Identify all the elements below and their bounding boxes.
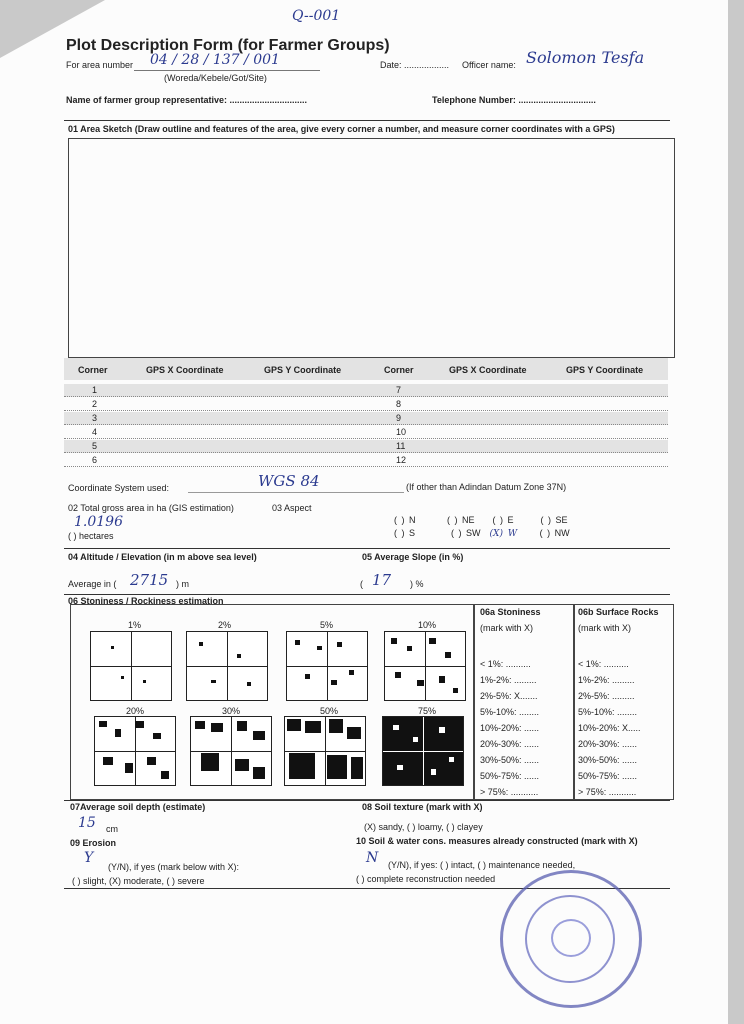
table-row: 2 8 xyxy=(64,398,668,411)
stone-sample-2pct xyxy=(186,631,268,701)
texture-value: (X) sandy, ( ) loamy, ( ) clayey xyxy=(364,822,483,832)
col-b-title: 06b Surface Rocks xyxy=(578,607,659,617)
list-item: 1%-2%: ......... xyxy=(578,675,635,685)
document-id: Q--001 xyxy=(292,8,341,24)
swc-line-2: ( ) complete reconstruction needed xyxy=(356,874,496,884)
stone-sample-75pct xyxy=(382,716,464,786)
phone-label: Telephone Number: ............................... xyxy=(432,95,596,105)
list-item: > 75%: ........... xyxy=(578,787,637,797)
soil-depth-label: 07Average soil depth (estimate) xyxy=(70,802,206,812)
list-item: 2%-5%: X....... xyxy=(480,691,538,701)
pct-2: 2% xyxy=(218,620,232,630)
officer-signature: Solomon Tesfa xyxy=(526,48,645,67)
aspect-row-2: ( ) S ( ) SW (X) W ( ) NW xyxy=(394,528,570,539)
pct-50: 50% xyxy=(320,706,339,716)
slope-label: 05 Average Slope (in %) xyxy=(362,552,464,562)
list-item: 5%-10%: ........ xyxy=(480,707,540,717)
header-gps-x-2: GPS X Coordinate xyxy=(449,365,527,375)
rep-label: Name of farmer group representative: ............................... xyxy=(66,95,308,105)
erosion-yn: Y xyxy=(84,850,94,866)
header-corner: Corner xyxy=(78,365,108,375)
swc-yn: N xyxy=(366,850,379,866)
table-row: 6 12 xyxy=(64,454,668,467)
col-a-list xyxy=(480,656,539,800)
table-row: 3 9 xyxy=(64,412,668,425)
list-item: > 75%: ........... xyxy=(480,787,539,797)
altitude-unit: ) m xyxy=(176,579,189,589)
list-item: 30%-50%: ...... xyxy=(578,755,638,765)
list-item: 30%-50%: ...... xyxy=(480,755,540,765)
area-label: 02 Total gross area in ha (GIS estimation) xyxy=(68,503,234,513)
pct-75: 75% xyxy=(418,706,437,716)
stoniness-label: 06 Stoniness / Rockiness estimation xyxy=(68,596,224,606)
altitude-value: 2715 xyxy=(130,571,169,589)
altitude-avg-label: Average in ( xyxy=(68,579,117,589)
area-value: 1.0196 xyxy=(74,514,123,530)
sketch-label: 01 Area Sketch (Draw outline and features of the area, give every corner a number, and measure corner coordinates with a GPS) xyxy=(68,124,615,134)
swc-line-1: (Y/N), if yes: ( ) intact, ( ) maintenance needed, xyxy=(388,860,576,870)
list-item: 50%-75%: ...... xyxy=(578,771,638,781)
col-a-title: 06a Stoniness xyxy=(480,607,541,617)
officer-label: Officer name: xyxy=(462,60,516,70)
altitude-label: 04 Altitude / Elevation (in m above sea level) xyxy=(68,552,257,562)
col-b-list xyxy=(578,656,641,800)
coords-value: WGS 84 xyxy=(258,472,320,490)
soil-depth-value: 15 xyxy=(78,815,96,831)
date-label: Date: .................. xyxy=(380,60,450,70)
header-gps-y: GPS Y Coordinate xyxy=(264,365,342,375)
erosion-label: 09 Erosion xyxy=(70,838,117,848)
stone-sample-30pct xyxy=(190,716,272,786)
list-item: 50%-75%: ...... xyxy=(480,771,540,781)
table-row: 5 11 xyxy=(64,440,668,453)
stone-sample-5pct xyxy=(286,631,368,701)
list-item: 20%-30%: ...... xyxy=(480,739,540,749)
official-stamp xyxy=(500,870,642,1008)
slope-open: ( xyxy=(360,579,363,589)
aspect-row-1: ( ) N ( ) NE ( ) E ( ) SE xyxy=(394,515,568,525)
list-item: < 1%: .......... xyxy=(480,659,531,669)
list-item: 10%-20%: ...... xyxy=(480,723,540,733)
table-row: 1 7 xyxy=(64,384,668,397)
table-row: 4 10 xyxy=(64,426,668,439)
pct-20: 20% xyxy=(126,706,145,716)
stone-sample-1pct xyxy=(90,631,172,701)
list-item: 20%-30%: ...... xyxy=(578,739,638,749)
header-gps-y-2: GPS Y Coordinate xyxy=(566,365,644,375)
col-a-sub: (mark with X) xyxy=(480,623,534,633)
erosion-line-2: ( ) slight, (X) moderate, ( ) severe xyxy=(72,876,205,886)
stone-sample-20pct xyxy=(94,716,176,786)
list-item: 2%-5%: ......... xyxy=(578,691,635,701)
area-number-value: 04 / 28 / 137 / 001 xyxy=(150,52,280,68)
slope-value: 17 xyxy=(372,571,392,589)
gps-table-header xyxy=(64,358,668,380)
pct-30: 30% xyxy=(222,706,241,716)
area-number-label: For area number xyxy=(66,60,134,70)
coords-label: Coordinate System used: xyxy=(68,483,170,493)
soil-depth-unit: cm xyxy=(106,824,118,834)
aspect-label: 03 Aspect xyxy=(272,503,312,513)
stone-sample-10pct xyxy=(384,631,466,701)
list-item: < 1%: .......... xyxy=(578,659,629,669)
slope-unit: ) % xyxy=(410,579,424,589)
list-item: 5%-10%: ........ xyxy=(578,707,638,717)
list-item: 1%-2%: ......... xyxy=(480,675,537,685)
erosion-line-1: (Y/N), if yes (mark below with X): xyxy=(108,862,240,872)
area-unit: ( ) hectares xyxy=(68,531,114,541)
pct-10: 10% xyxy=(418,620,437,630)
texture-label: 08 Soil texture (mark with X) xyxy=(362,802,483,812)
form-title: Plot Description Form (for Farmer Groups) xyxy=(66,37,390,54)
sketch-box xyxy=(68,138,675,358)
header-corner-2: Corner xyxy=(384,365,414,375)
swc-label: 10 Soil & water cons. measures already constructed (mark with X) xyxy=(356,836,638,846)
coords-note: (If other than Adindan Datum Zone 37N) xyxy=(406,482,567,492)
list-item: 10%-20%: X..... xyxy=(578,723,641,733)
pct-1: 1% xyxy=(128,620,142,630)
area-sublabel: (Woreda/Kebele/Got/Site) xyxy=(164,73,267,83)
header-gps-x: GPS X Coordinate xyxy=(146,365,224,375)
pct-5: 5% xyxy=(320,620,334,630)
col-b-sub: (mark with X) xyxy=(578,623,632,633)
stone-sample-50pct xyxy=(284,716,366,786)
